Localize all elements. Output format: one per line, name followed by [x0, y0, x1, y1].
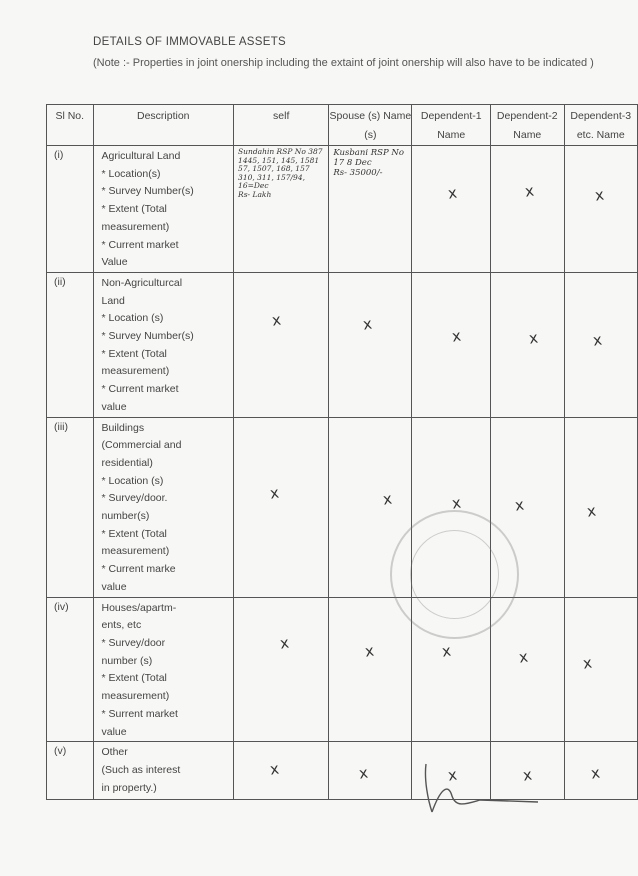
cross-mark: x: [382, 489, 394, 509]
page-note: (Note :- Properties in joint onership including the extaint of joint onership will also have to be indicated ): [93, 57, 594, 69]
col-header-sl: Sl No.: [47, 105, 94, 146]
cross-mark: x: [451, 493, 463, 513]
dependent-1-cell: [412, 272, 491, 417]
dependent-3-cell: [564, 742, 638, 800]
cross-mark: x: [585, 501, 597, 521]
spouse-cell: [329, 597, 412, 742]
cross-mark: x: [451, 326, 463, 346]
self-cell: [234, 272, 329, 417]
cross-mark: x: [527, 328, 540, 348]
cross-mark: x: [521, 765, 534, 785]
cross-mark: x: [268, 759, 281, 779]
row-description: Agricultural Land * Location(s) * Survey Number(s) * Extent (Total measurement) * Current market Value: [93, 146, 234, 273]
table-row: [47, 272, 638, 417]
dependent-3-cell: [564, 597, 638, 742]
official-stamp: [390, 510, 519, 639]
dependent-3-cell: [564, 417, 638, 597]
col-header-dependent-1: Dependent-1 Name: [412, 105, 491, 146]
row-sl: (v): [47, 742, 94, 800]
cross-mark: x: [523, 181, 536, 201]
spouse-cell: [329, 742, 412, 800]
dependent-2-cell: [491, 272, 564, 417]
cross-mark: x: [278, 633, 291, 653]
row-description: Buildings (Commercial and residential) * Location (s) * Survey/door. number(s) * Extent (Total measurement) * Current marke value: [93, 417, 234, 597]
cross-mark: x: [517, 647, 530, 667]
cross-mark: x: [362, 314, 374, 334]
cross-mark: x: [589, 763, 601, 783]
table-row: [47, 742, 638, 800]
cross-mark: x: [447, 183, 459, 203]
self-cell: [234, 417, 329, 597]
cross-mark: x: [513, 495, 526, 515]
row-description: Non-Agriculturcal Land * Location (s) * Survey Number(s) * Extent (Total measurement) * Current market value: [93, 272, 234, 417]
cross-mark: x: [268, 483, 281, 503]
col-header-dependent-2: Dependent-2 Name: [491, 105, 564, 146]
immovable-assets-table: [46, 104, 638, 800]
cross-mark: x: [358, 763, 370, 783]
signature: [418, 760, 548, 820]
row-sl: (ii): [47, 272, 94, 417]
cross-mark: x: [593, 185, 605, 205]
cross-mark: x: [581, 653, 593, 673]
cross-mark: x: [364, 641, 376, 661]
col-header-dependent-3: Dependent-3 etc. Name: [564, 105, 638, 146]
self-cell: [234, 597, 329, 742]
row-sl: (iv): [47, 597, 94, 742]
dependent-3-cell: [564, 146, 638, 273]
table-header-row: [47, 105, 638, 146]
col-header-spouse: Spouse (s) Name (s): [329, 105, 412, 146]
self-cell: [234, 742, 329, 800]
cross-mark: x: [447, 765, 459, 785]
dependent-2-cell: [491, 597, 564, 742]
table-row: [47, 597, 638, 742]
row-sl: (iii): [47, 417, 94, 597]
col-header-description: Description: [93, 105, 234, 146]
cross-mark: x: [591, 330, 603, 350]
dependent-3-cell: [564, 272, 638, 417]
spouse-handwritten-entry: Kusbani RSP No 17 8 Dec Rs- 35000/-: [329, 146, 412, 273]
row-description: Other (Such as interest in property.): [93, 742, 234, 800]
cross-mark: x: [441, 641, 453, 661]
table-row: [47, 146, 638, 273]
table-row: [47, 417, 638, 597]
spouse-cell: [329, 272, 412, 417]
dependent-1-cell: [412, 146, 491, 273]
row-description: Houses/apartm- ents, etc * Survey/door number (s) * Extent (Total measurement) * Surrent market value: [93, 597, 234, 742]
col-header-self: self: [234, 105, 329, 146]
page-title: DETAILS OF IMMOVABLE ASSETS: [93, 36, 286, 48]
self-handwritten-entry: Sundahin RSP No 387 1445, 151, 145, 1581 57, 1507, 168, 157 310, 311, 157/94, 16=Dec Rs- Lakh: [234, 146, 329, 273]
dependent-2-cell: [491, 146, 564, 273]
cross-mark: x: [270, 310, 283, 330]
row-sl: (i): [47, 146, 94, 273]
